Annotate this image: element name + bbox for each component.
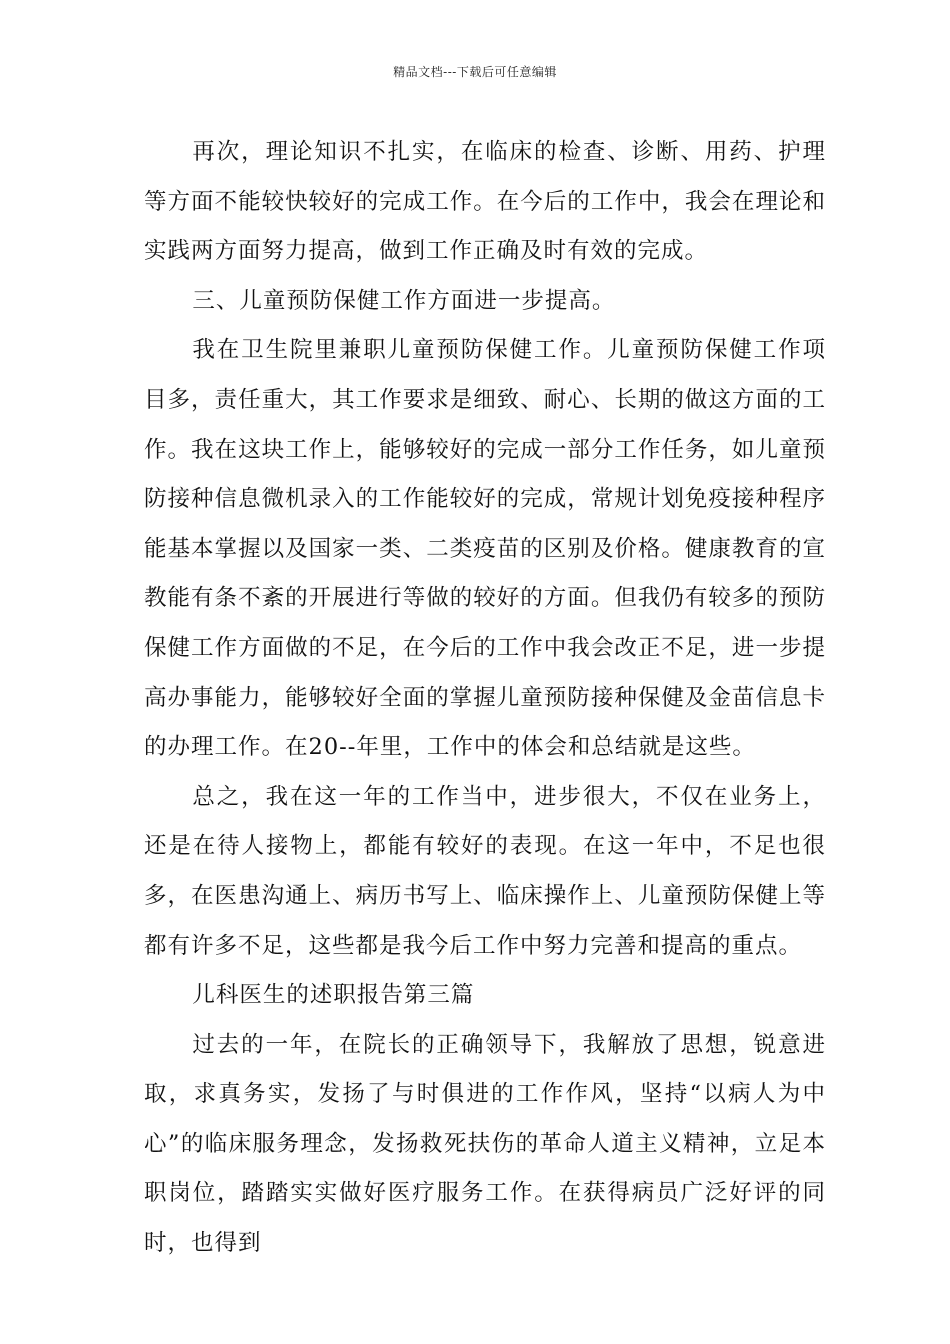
page-header: 精品文档---下载后可任意编辑 — [393, 65, 557, 79]
paragraph-report-3-intro: 过去的一年，在院长的正确领导下，我解放了思想，锐意进取，求真务实，发扬了与时俱进的工作作风，坚持“以病人为中心”的临床服务理念，发扬救死扶伤的革命人道主义精神，立足本职岗位，踏踏实实做好医疗服务工作。在获得病员广泛好评的同时，也得到 — [144, 1031, 826, 1257]
paragraph-theory: 再次，理论知识不扎实，在临床的检查、诊断、用药、护理等方面不能较快较好的完成工作。在今后的工作中，我会在理论和实践两方面努力提高，做到工作正确及时有效的完成。 — [144, 139, 826, 265]
paragraph-summary: 总之，我在这一年的工作当中，进步很大，不仅在业务上，还是在待人接物上，都能有较好的表现。在这一年中，不足也很多，在医患沟通上、病历书写上、临床操作上、儿童预防保健上等都有许多不足，这些都是我今后工作中努力完善和提高的重点。 — [144, 783, 826, 959]
section-heading-report-3: 儿科医生的述职报告第三篇 — [192, 982, 475, 1009]
section-heading-child-health: 三、儿童预防保健工作方面进一步提高。 — [192, 287, 616, 314]
paragraph-child-health: 我在卫生院里兼职儿童预防保健工作。儿童预防保健工作项目多，责任重大，其工作要求是细致、耐心、长期的做这方面的工作。我在这块工作上，能够较好的完成一部分工作任务，如儿童预防接种信息微机录入的工作能较好的完成，常规计划免疫接种程序能基本掌握以及国家一类、二类疫苗的区别及价格。健康教育的宣教能有条不紊的开展进行等做的较好的方面。但我仍有较多的预防保健工作方面做的不足，在今后的工作中我会改正不足，进一步提高办事能力，能够较好全面的掌握儿童预防接种保健及金苗信息卡的办理工作。在20--年里，工作中的体会和总结就是这些。 — [144, 337, 826, 761]
document-body — [144, 128, 826, 1269]
